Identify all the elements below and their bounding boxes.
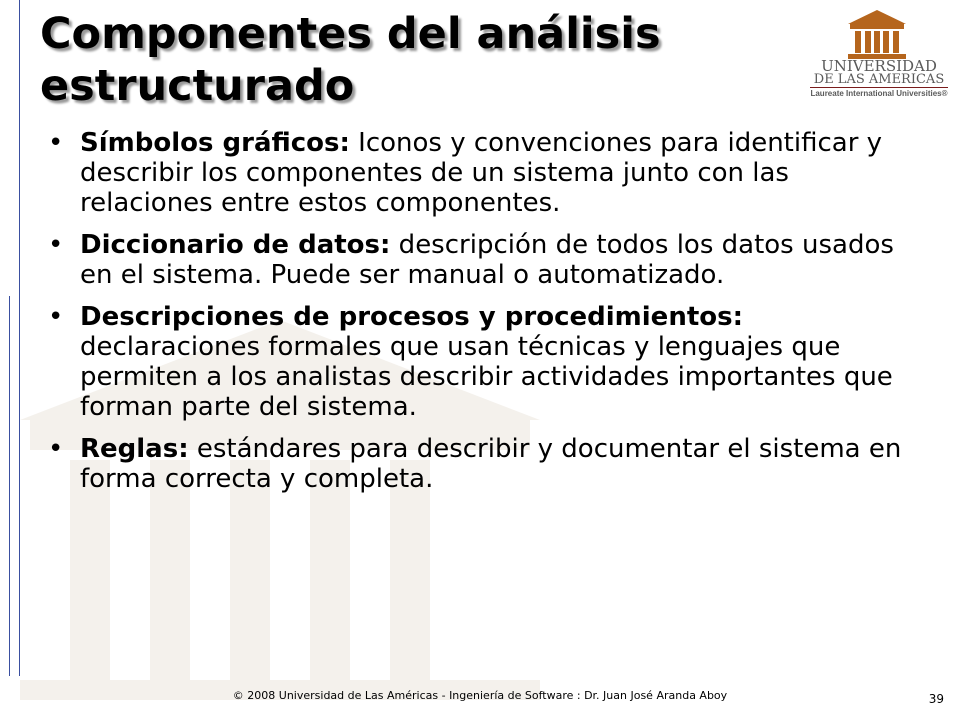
bullet-text: declaraciones formales que usan técnicas y lenguajes que permiten a los analistas describir actividades importantes que forman parte del sistema. [80,332,893,422]
bullet-list [48,128,928,506]
bullet-text: estándares para describir y documentar el sistema en forma correcta y completa. [80,434,902,494]
footer-copyright: © 2008 Universidad de Las Américas - Ingeniería de Software : Dr. Juan José Aranda Aboy [232,689,728,702]
bullet-term: Símbolos gráficos: [80,128,350,158]
bullet-marker: • [48,128,64,158]
logo-text-line3: Laureate International Universities® [810,89,948,98]
page-number: 39 [928,692,944,706]
logo-text-line2: DE LAS AMERICAS [813,72,945,87]
logo-divider [810,87,948,88]
bullet-text: descripción de todos los datos usados en el sistema. Puede ser manual o automatizado. [80,230,894,290]
bullet-marker: • [48,434,64,464]
university-logo [806,6,952,98]
bullet-item-graphic-symbols [48,128,928,218]
bullet-text: Iconos y convenciones para identificar y describir los componentes de un sistema junto con las relaciones entre estos componentes. [80,128,883,218]
bullet-marker: • [48,230,64,260]
logo-text-line1: UNIVERSIDAD [821,57,937,75]
bullet-term: Descripciones de procesos y procedimientos: [80,302,743,332]
left-rule-inner [19,0,20,676]
slide-title: Componentes del análisis estructurado [40,9,661,111]
bullet-marker: • [48,302,64,332]
bullet-term: Diccionario de datos: [80,230,391,260]
bullet-term: Reglas: [80,434,189,464]
bullet-item-data-dictionary [48,230,928,290]
bullet-item-rules [48,434,928,494]
left-rule-outer [9,296,10,676]
bullet-item-process-descriptions [48,302,928,422]
building-icon [846,8,908,60]
